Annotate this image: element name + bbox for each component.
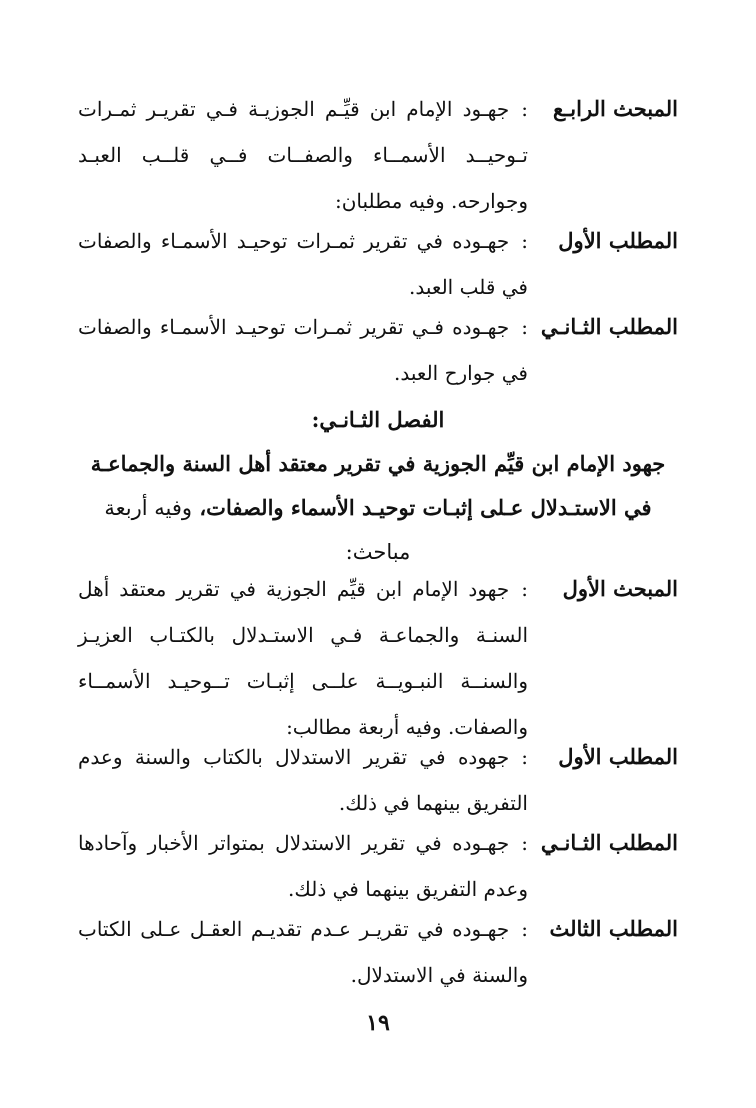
entry-colon: : (521, 315, 528, 339)
entry-label: المطلب الأول (558, 744, 678, 769)
toc-entry-subsection-3b (78, 906, 678, 998)
entry-label: المبحث الأول (562, 576, 678, 601)
page-number: ١٩ (366, 1010, 390, 1036)
entry-colon: : (521, 229, 528, 253)
entry-body (78, 304, 528, 396)
entry-label: المبحث الرابـع (552, 96, 678, 121)
entry-colon: : (521, 917, 528, 941)
chapter-description-bold: جهود الإمام ابن قيِّم الجوزية في تقرير معتقد أهل السنة والجماعـة في الاستـدلال عـلى إثبـات توحيـد الأسماء والصفات، (90, 451, 666, 520)
entry-body (78, 218, 528, 310)
entry-body (78, 734, 528, 826)
chapter-title: الفصل الثـانـي: (311, 407, 445, 432)
toc-entry-section-1 (78, 566, 678, 750)
entry-label: المطلب الثـانـي (540, 830, 678, 855)
chapter-description-tail: وفيه أربعة مباحث: (104, 496, 411, 564)
entry-text: جهـوده في تقرير الاستدلال بمتواتر الأخبار وآحادها وعدم التفريق بينهما في ذلك. (78, 831, 528, 901)
entry-text: جهـوده في تقريـر عـدم تقديـم العقـل عـلى الكتاب والسنة في الاستدلال. (78, 917, 528, 987)
toc-entry-subsection-1 (78, 218, 678, 310)
toc-entry-section-4 (78, 86, 678, 224)
chapter-description (80, 442, 676, 574)
entry-colon: : (521, 577, 528, 601)
entry-colon: : (521, 831, 528, 855)
entry-text: جهـوده فـي تقرير ثمـرات توحيـد الأسمـاء والصفات في جوارح العبد. (78, 315, 528, 385)
entry-colon: : (521, 745, 528, 769)
toc-entry-subsection-2b (78, 820, 678, 912)
toc-entry-subsection-2 (78, 304, 678, 396)
entry-text: جهوده في تقرير الاستدلال بالكتاب والسنة وعدم التفريق بينهما في ذلك. (78, 745, 528, 815)
entry-label: المطلب الثالث (549, 916, 678, 941)
entry-text: جهود الإمام ابن قيِّم الجوزية في تقرير معتقد أهل السنـة والجماعـة فـي الاستـدلال بالكتـاب العزيـز والسنــة النبـويــة علــى إثبـات تــوحيـد الأسمــاء والصفات. وفيه أربعة مطالب: (78, 577, 528, 739)
entry-colon: : (521, 97, 528, 121)
entry-text: جهـوده في تقرير ثمـرات توحيـد الأسمـاء والصفات في قلب العبد. (78, 229, 528, 299)
entry-body (78, 820, 528, 912)
entry-body (78, 566, 528, 750)
entry-label: المطلب الأول (558, 228, 678, 253)
toc-entry-subsection-1b (78, 734, 678, 826)
chapter-heading (80, 398, 676, 574)
entry-body (78, 906, 528, 998)
entry-label: المطلب الثـانـي (540, 314, 678, 339)
entry-body (78, 86, 528, 224)
entry-text: جهـود الإمام ابن قيِّـم الجوزيـة فـي تقريـر ثمـرات تـوحيــد الأسمــاء والصفــات فــي قلــب العبـد وجوارحه. وفيه مطلبان: (78, 97, 528, 213)
